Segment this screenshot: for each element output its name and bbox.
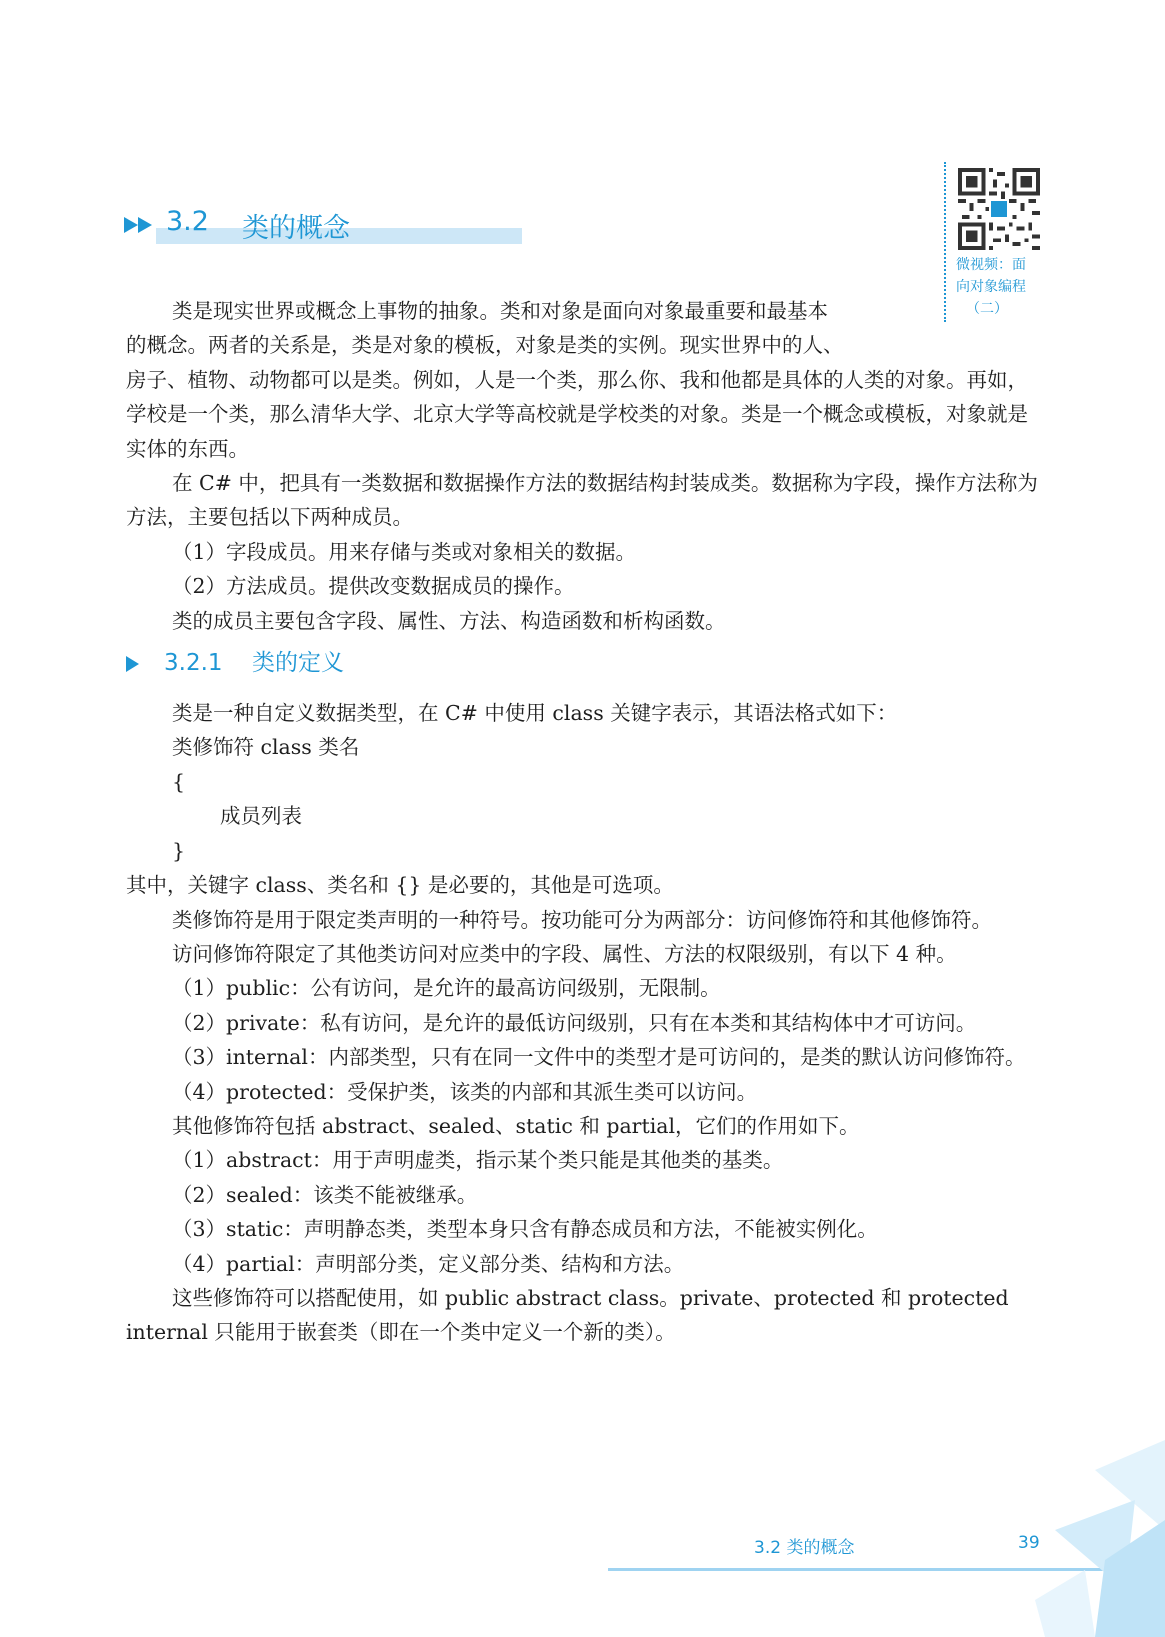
paragraph: 类是一种自定义数据类型，在 C# 中使用 class 关键字表示，其语法格式如下： xyxy=(172,701,898,726)
paragraph: 其中，关键字 class、类名和 {} 是必要的，其他是可选项。 xyxy=(126,873,674,898)
subsection-heading xyxy=(126,644,1042,688)
main-body xyxy=(126,294,1042,1350)
list-item: （2）private：私有访问，是允许的最低访问级别，只有在本类和其结构体中才可访问。 xyxy=(172,1010,977,1035)
subsection-title: 类的定义 xyxy=(252,650,344,677)
list-item: （3）static：声明静态类，类型本身只含有静态成员和方法，不能被实例化。 xyxy=(172,1217,878,1242)
qr-caption-line: 微视频：面 xyxy=(956,257,1026,273)
corner-decoration xyxy=(1035,1440,1165,1637)
page-number: 39 xyxy=(1018,1533,1040,1553)
subsection-number: 3.2.1 xyxy=(164,650,223,677)
paragraph: 在 C# 中，把具有一类数据和数据操作方法的数据结构封装成类。数据称为字段，操作方法称为方法，主要包括以下两种成员。 xyxy=(126,471,1038,530)
double-arrow-icon xyxy=(124,215,160,235)
section-number: 3.2 xyxy=(166,206,209,237)
paragraph: 这些修饰符可以搭配使用，如 public abstract class。private、protected 和 protected internal 只能用于嵌套类（即在一个类中定义一个新的类）。 xyxy=(126,1285,1009,1345)
section-title: 类的概念 xyxy=(242,213,350,244)
syntax-line: } xyxy=(172,838,186,863)
list-item: （2）sealed：该类不能被继承。 xyxy=(172,1182,478,1207)
syntax-line: 类修饰符 class 类名 xyxy=(172,735,360,760)
paragraph: 类修饰符是用于限定类声明的一种符号。按功能可分为两部分：访问修饰符和其他修饰符。 xyxy=(172,907,992,932)
syntax-line: 成员列表 xyxy=(220,804,302,829)
syntax-line: { xyxy=(172,769,186,794)
list-item: （1）字段成员。用来存储与类或对象相关的数据。 xyxy=(172,539,637,564)
paragraph: 类的成员主要包含字段、属性、方法、构造函数和析构函数。 xyxy=(172,608,726,633)
paragraph: 访问修饰符限定了其他类访问对应类中的字段、属性、方法的权限级别，有以下 4 种。 xyxy=(172,941,957,966)
triangle-arrow-icon xyxy=(126,656,139,672)
running-footer-section: 3.2 类的概念 xyxy=(754,1538,855,1558)
list-item: （4）protected：受保护类，该类的内部和其派生类可以访问。 xyxy=(172,1079,758,1104)
paragraph: 其他修饰符包括 abstract、sealed、static 和 partial，它们的作用如下。 xyxy=(172,1113,860,1138)
paragraph: 的概念。两者的关系是，类是对象的模板，对象是类的实例。现实世界中的人、 xyxy=(126,333,844,358)
list-item: （4）partial：声明部分类，定义部分类、结构和方法。 xyxy=(172,1251,685,1276)
list-item: （1）public：公有访问，是允许的最高访问级别，无限制。 xyxy=(172,976,721,1001)
qr-caption-line: 向对象编程 xyxy=(956,279,1026,295)
list-item: （2）方法成员。提供改变数据成员的操作。 xyxy=(172,574,575,599)
qr-code-icon[interactable] xyxy=(958,168,1040,250)
list-item: （1）abstract：用于声明虚类，指示某个类只能是其他类的基类。 xyxy=(172,1148,784,1173)
list-item: （3）internal：内部类型，只有在同一文件中的类型才是可访问的，是类的默认访问修饰符。 xyxy=(172,1045,1026,1070)
paragraph: 类是现实世界或概念上事物的抽象。类和对象是面向对象最重要和最基本 xyxy=(172,299,828,323)
paragraph: 房子、植物、动物都可以是类。例如，人是一个类，那么你、我和他都是具体的人类的对象。再如，学校是一个类，那么清华大学、北京大学等高校就是学校类的对象。类是一个概念或模板，对象就是实体的东西。 xyxy=(126,367,1028,461)
qr-caption-line: （二） xyxy=(966,301,1008,317)
